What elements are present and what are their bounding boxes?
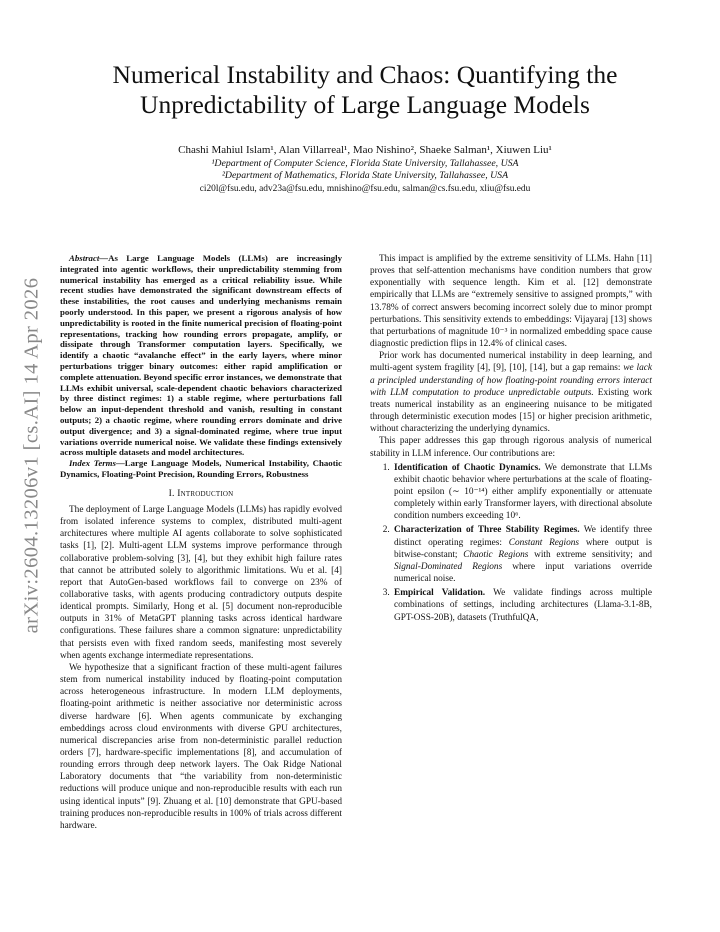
prior-work-text: Prior work has documented numerical instability in deep learning, and multi-agent system fragility [4], [9], [10], [14], but a gap remains: xyxy=(370,351,652,374)
affiliation-2: ²Department of Mathematics, Florida State University, Tallahassee, USA xyxy=(221,170,509,181)
arxiv-identifier xyxy=(12,220,52,690)
contribution-text: with extreme sensitivity; and xyxy=(528,549,652,560)
prior-work-paragraph xyxy=(370,350,652,435)
prior-work-text-end: Existing work treats numerical instability as an engineering nuisance to be mitigated through deterministic execution modes [15] or higher precision arithmetic, without characterizing the underlying dynamics. xyxy=(370,387,652,435)
contribution-title: Characterization of Three Stability Regimes. xyxy=(394,525,580,536)
prior-work-emphasis: we lack a principled understanding of how floating-point rounding errors interact with LLM computation to produce unpredictable outputs. xyxy=(370,363,653,398)
contribution-text: We identify three distinct operating regimes: xyxy=(394,525,652,548)
affiliation-1: ¹Department of Computer Science, Florida State University, Tallahassee, USA xyxy=(211,157,519,169)
contribution-text: We validate findings across multiple combinations of settings, including architectures (Llama-3.1-8B, GPT-OSS-20B), datasets (TruthfulQA, xyxy=(394,588,652,623)
intro-paragraph-2: We hypothesize that a significant fraction of these multi-agent failures stem from numerical instability induced by floating-point computation across heterogeneous infrastructure. In modern LLM deployments, floating-point arithmetic is neither associative nor deterministic across diverse hardware [6]. When agents communicate by exchanging embeddings across cloud environments with diverse GPU architectures, numerical discrepancies arise from non-deterministic parallel reduction orders [7], hardware-specific implementations [8], and accumulation of rounding errors through deep network layers. The Oak Ridge National Laboratory documents that “the variability from non-deterministic reductions will produce unique and non-reproducible results with each run using identical inputs” [9]. Zhuang et al. [10] demonstrate that GPU-based training produces non-reproducible results in 100% of trials across different hardware. xyxy=(60,662,343,831)
contribution-item xyxy=(392,587,652,623)
left-column xyxy=(60,253,342,832)
abstract-lead: Abstract— xyxy=(69,253,109,263)
regime-signal-dominated: Signal-Dominated Regions xyxy=(394,561,503,572)
paper-title: Numerical Instability and Chaos: Quantifying the Unpredictability of Large Language Models xyxy=(112,60,618,119)
regime-constant: Constant Regions xyxy=(508,537,580,548)
section-heading-introduction: I. Introduction xyxy=(168,487,234,499)
contribution-text: We demonstrate that LLMs exhibit chaotic behavior where perturbations at the scale of floating-point epsilon (∼ 10⁻¹⁴) either amplify exponentially or attenuate completely within early Transformer layers, with directional absolute condition numbers exceeding 10⁶. xyxy=(394,462,652,522)
contributions-list xyxy=(370,462,652,624)
contribution-title: Identification of Chaotic Dynamics. xyxy=(394,462,541,473)
intro-paragraph-3: This impact is amplified by the extreme sensitivity of LLMs. Hahn [11] proves that self-attention mechanisms have condition numbers that grow exponentially with sequence length. Kim et al. [12] demonstrate empirically that LLMs are “extremely sensitive to assigned prompts,” with 13.78% of correct answers becoming incorrect solely due to minor prompt perturbations. This sensitivity extends to embeddings: Vijayaraj [13] shows that perturbations of magnitude 10⁻³ in normalized embedding space cause diagnostic prediction flips in 12.4% of clinical cases. xyxy=(370,254,652,350)
author-list: Chashi Mahiul Islam¹, Alan Villarreal¹, Mao Nishino², Shaeke Salman¹, Xiuwen Liu¹ xyxy=(178,144,552,156)
index-terms xyxy=(60,458,342,480)
arxiv-identifier-text: arXiv:2604.13206v1 [cs.AI] 14 Apr 2026 xyxy=(20,277,43,633)
author-emails: ci20l@fsu.edu, adv23a@fsu.edu, mnishino@fsu.edu, salman@cs.fsu.edu, xliu@fsu.edu xyxy=(199,183,531,194)
index-terms-text: Large Language Models, Numerical Instability, Chaotic Dynamics, Floating-Point Precision, Rounding Errors, Robustness xyxy=(60,458,342,479)
contribution-text: where input variations override numerical noise. xyxy=(394,561,652,585)
contribution-text: where output is bitwise-constant; xyxy=(394,537,652,560)
intro-paragraph-1: The deployment of Large Language Models (LLMs) has rapidly evolved from isolated inference systems to complex, distributed multi-agent architectures where multiple AI agents collaborate to solve sophisticated tasks [1], [2]. Multi-agent LLM systems improve performance through collaborative problem-solving [3], [4], but they exhibit high failure rates that cannot be attributed solely to algorithmic limitations. Wu et al. [4] report that AutoGen-based workflows fail to converge on 23% of collaborative tasks, with agents producing contradictory outputs despite identical prompts. Similarly, Hong et al. [5] document non-reproducible outputs in 31% of MetaGPT planning tasks across identical hardware configurations. These failures share a common signature: unpredictability that persists even with fixed random seeds, manifesting most severely when agents exchange intermediate representations. xyxy=(60,504,342,661)
index-terms-lead: Index Terms— xyxy=(69,458,125,469)
author-block xyxy=(60,144,670,195)
regime-chaotic: Chaotic Regions xyxy=(463,549,529,560)
abstract-text: As Large Language Models (LLMs) are increasingly integrated into agentic workflows, their unpredictability stemming from numerical instability has emerged as a critical reliability issue. While recent studies have demonstrated the significant downstream effects of these instabilities, the root causes and underlying mechanisms remain poorly understood. In this paper, we present a rigorous analysis of how unpredictability is rooted in the finite numerical precision of floating-point representations, tracking how rounding errors propagate, amplify, or dissipate through Transformer computation layers. Specifically, we identify a chaotic “avalanche effect” in the early layers, where minor perturbations trigger binary outcomes: either rapid amplification or complete attenuation. Beyond specific error instances, we demonstrate that LLMs exhibit universal, scale-dependent chaotic behaviors characterized by three distinct regimes: 1) a stable regime, where perturbations fall below an input-dependent threshold and vanish, resulting in constant outputs; 2) a chaotic regime, where rounding errors dominate and drive output divergence; and 3) a signal-dominated regime, where true input variations override numerical noise. We validate these findings extensively across multiple datasets and model architectures. xyxy=(60,253,342,458)
contribution-item xyxy=(392,524,652,585)
contributions-intro: This paper addresses this gap through rigorous analysis of numerical stability in LLM inference. Our contributions are: xyxy=(370,436,652,459)
abstract xyxy=(60,253,342,458)
contribution-title: Empirical Validation. xyxy=(394,588,486,599)
right-column xyxy=(370,253,652,626)
contribution-item xyxy=(392,462,652,523)
